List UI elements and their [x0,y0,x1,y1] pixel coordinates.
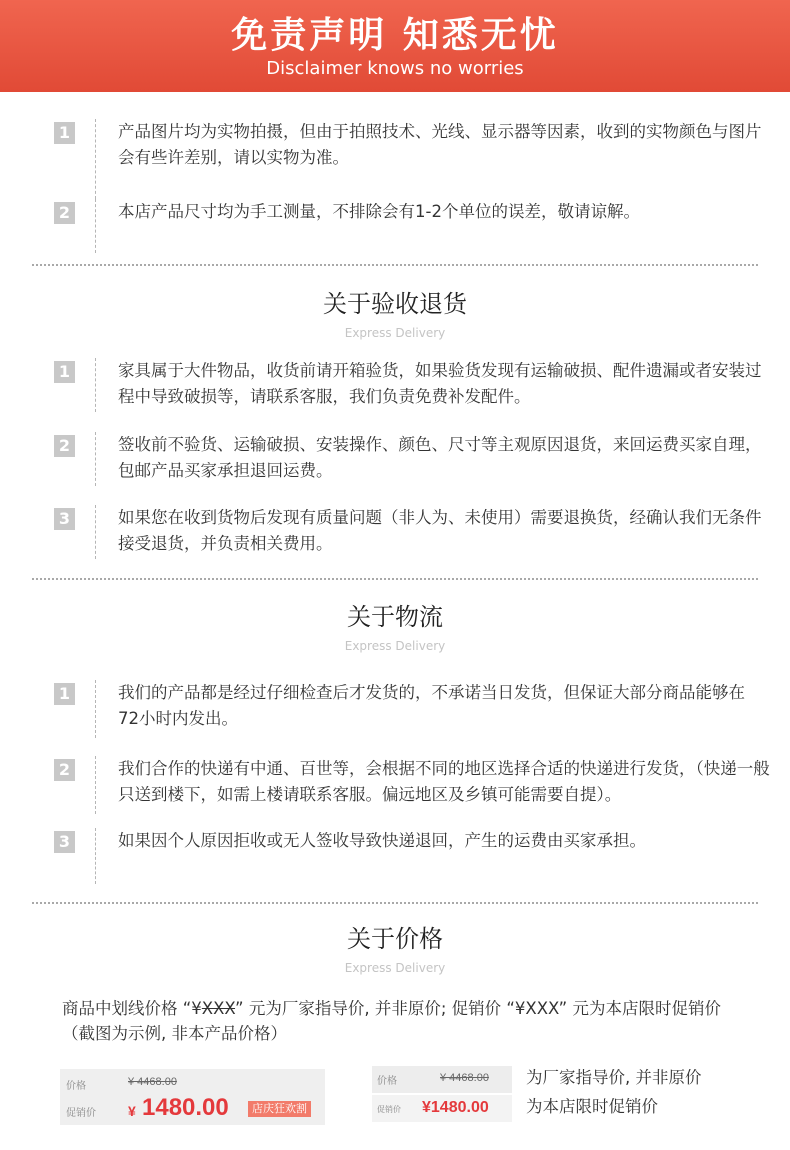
logistics-section [0,602,790,654]
item-text: 我们合作的快递有中通、百世等，会根据不同的地区选择合适的快递进行发货，（快递一般只送到楼下，如需上楼请联系客服。偏远地区及乡镇可能需要自提）。 [118,759,770,804]
item-text: 如果您在收到货物后发现有质量问题（非人为、未使用）需要退换货，经确认我们无条件接受退货，并负责相关费用。 [118,508,762,553]
item-number: 2 [54,759,75,781]
divider [95,680,96,738]
section-subtitle: Express Delivery [344,639,446,653]
promo-label: 促销价 [377,1105,401,1114]
item-number: 3 [54,508,75,530]
section-title: 关于价格 [347,925,443,953]
price-example-large [60,1069,325,1125]
currency-symbol: ¥ [128,1103,136,1119]
item-number: 1 [54,361,75,383]
banner-subtitle: Disclaimer knows no worries [266,58,524,79]
price-label: 价格 [66,1081,86,1092]
list-item [0,756,790,828]
returns-section [0,289,790,341]
divider [95,828,96,884]
list-item [0,828,790,884]
promo-price-label: 为本店限时促销价 [526,1097,658,1116]
list-item [0,358,790,432]
section-title: 关于验收退货 [323,290,467,318]
item-text: 签收前不验货、运输破损、安装操作、颜色、尺寸等主观原因退货，来回运费买家自理，包邮产品买家承担退回运费。 [118,435,762,480]
disclaimer-banner [0,0,790,92]
list-item [0,119,790,199]
original-price: ¥ 4468.00 [128,1076,177,1088]
original-price: ¥ 4468.00 [440,1072,489,1084]
item-number: 2 [54,435,75,457]
divider [95,432,96,486]
price-label: 价格 [377,1076,397,1087]
section-subtitle: Express Delivery [344,326,446,340]
promo-label: 促销价 [66,1108,96,1119]
pricing-note [62,996,762,1046]
note-text: 商品中划线价格 “¥ [62,999,202,1018]
section-divider [32,902,758,904]
price-example-small-promo [372,1095,512,1122]
guide-price-label: 为厂家指导价, 并非原价 [526,1068,702,1087]
divider [95,119,96,199]
list-item [0,432,790,505]
promo-tag: 店庆狂欢割 [248,1101,311,1117]
item-text: 如果因个人原因拒收或无人签收导致快递退回，产生的运费由买家承担。 [118,831,646,850]
divider [95,756,96,814]
note-strike-value: XXX [201,999,236,1018]
divider [95,505,96,559]
item-number: 1 [54,122,75,144]
pricing-section [0,924,790,976]
section-title: 关于物流 [347,603,443,631]
logistics-list [0,680,790,884]
banner-title: 免责声明 知悉无忧 [231,15,559,56]
divider [95,358,96,412]
item-number: 3 [54,831,75,853]
returns-list [0,358,790,565]
item-number: 1 [54,683,75,705]
list-item [0,505,790,565]
disclaimer-list [0,119,790,253]
pricing-note-line1 [62,996,762,1021]
promo-price: 1480.00 [142,1094,229,1121]
price-example-small-old [372,1066,512,1093]
item-text: 本店产品尺寸均为手工测量，不排除会有1-2个单位的误差，敬请谅解。 [118,202,640,221]
item-number: 2 [54,202,75,224]
list-item [0,199,790,253]
item-text: 产品图片均为实物拍摄，但由于拍照技术、光线、显示器等因素，收到的实物颜色与图片会有些许差别，请以实物为准。 [118,122,762,167]
note-text: ” 元为厂家指导价, 并非原价; 促销价 “¥XXX” 元为本店限时促销价 [235,999,721,1018]
promo-price: ¥1480.00 [422,1099,489,1116]
pricing-note-line2: （截图为示例, 非本产品价格） [62,1024,287,1043]
list-item [0,680,790,756]
section-subtitle: Express Delivery [344,961,446,975]
item-text: 我们的产品都是经过仔细检查后才发货的，不承诺当日发货，但保证大部分商品能够在72小时内发出。 [118,683,745,728]
section-divider [32,264,758,266]
item-text: 家具属于大件物品，收货前请开箱验货，如果验货发现有运输破损、配件遗漏或者安装过程中导致破损等，请联系客服，我们负责免费补发配件。 [118,361,762,406]
section-divider [32,578,758,580]
divider [95,199,96,253]
